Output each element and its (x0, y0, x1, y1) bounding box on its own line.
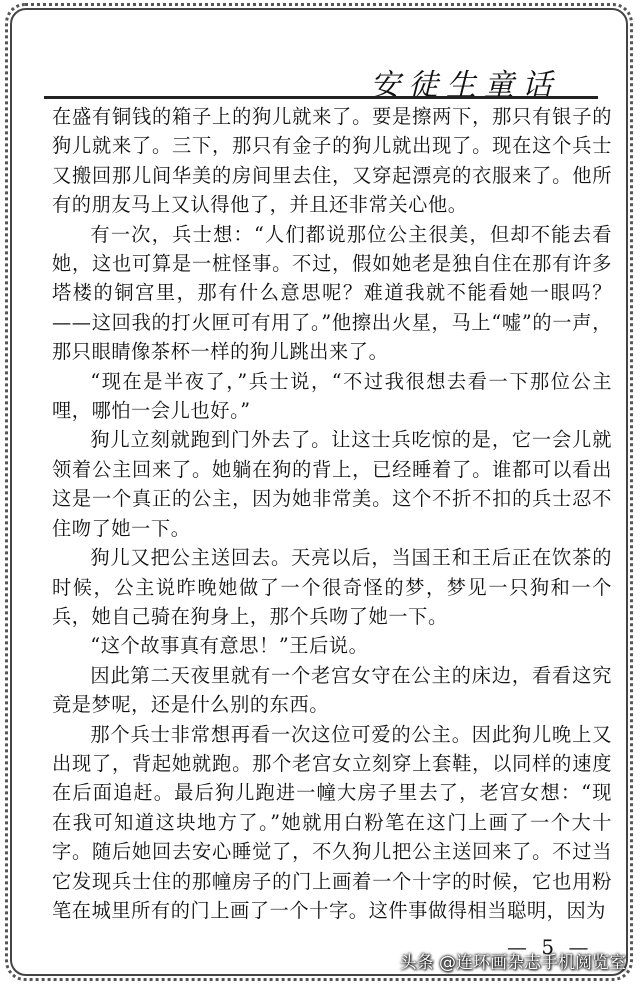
source-watermark: 头条 @连环画杂志手机阅览室 (399, 953, 626, 973)
paragraph: 狗儿立刻就跑到门外去了。让这士兵吃惊的是，它一会儿就领着公主回来了。她躺在狗的背上，已经睡着了。谁都可以看出这是一个真正的公主，因为她非常美。这个不折不扣的兵士忍不住吻了她一下。 (52, 428, 612, 540)
paragraph: 因此第二天夜里就有一个老宫女守在公主的床边，看看这究竟是梦呢，还是什么别的东西。 (52, 663, 612, 717)
story-body (52, 102, 612, 925)
page-number: — 5 — (507, 935, 593, 959)
running-header-title: 安徒生童话 (370, 68, 560, 103)
header-divider (44, 96, 598, 99)
paragraph: “现在是半夜了，”兵士说，“不过我很想去看一下那位公主哩，哪怕一会儿也好。” (52, 369, 612, 423)
book-page (10, 8, 628, 976)
paragraph: 狗儿又把公主送回去。天亮以后，当国王和王后正在饮茶的时候，公主说昨晚她做了一个很奇怪的梦，梦见一只狗和一个兵，她自己骑在狗身上，那个兵吻了她一下。 (52, 546, 612, 628)
paragraph: 有一次，兵士想：“人们都说那位公主很美，但却不能去看她，这也可算是一桩怪事。不过，假如她老是独自住在那有许多塔楼的铜宫里，那有什么意思呢？难道我就不能看她一眼吗？——这回我的打火匣可有用了。”他擦出火星，马上“嘘”的一声，那只眼睛像茶杯一样的狗儿跳出来了。 (52, 222, 612, 364)
paragraph: 在盛有铜钱的箱子上的狗儿就来了。要是擦两下，那只有银子的狗儿就来了。三下，那只有金子的狗儿就出现了。现在这个兵士又搬回那儿间华美的房间里去住，又穿起漂亮的衣服来了。他所有的朋友马上又认得他了，并且还非常关心他。 (52, 105, 612, 217)
paragraph: 那个兵士非常想再看一次这位可爱的公主。因此狗儿晚上又出现了，背起她就跑。那个老宫女立刻穿上套鞋，以同样的速度在后面追赶。最后狗儿跑进一幢大房子里去了，老宫女想：“现在我可知道这块地方了。”她就用白粉笔在这门上画了一个大十字。随后她回去安心睡觉了，不久狗儿把公主送回来了。不过当它发现兵士住的那幢房子的门上画着一个十字的时候，它也用粉笔在城里所有的门上画了一个十字。这件事做得相当聪明，因为 (52, 722, 612, 922)
paragraph: “这个故事真有意思！”王后说。 (90, 634, 369, 658)
